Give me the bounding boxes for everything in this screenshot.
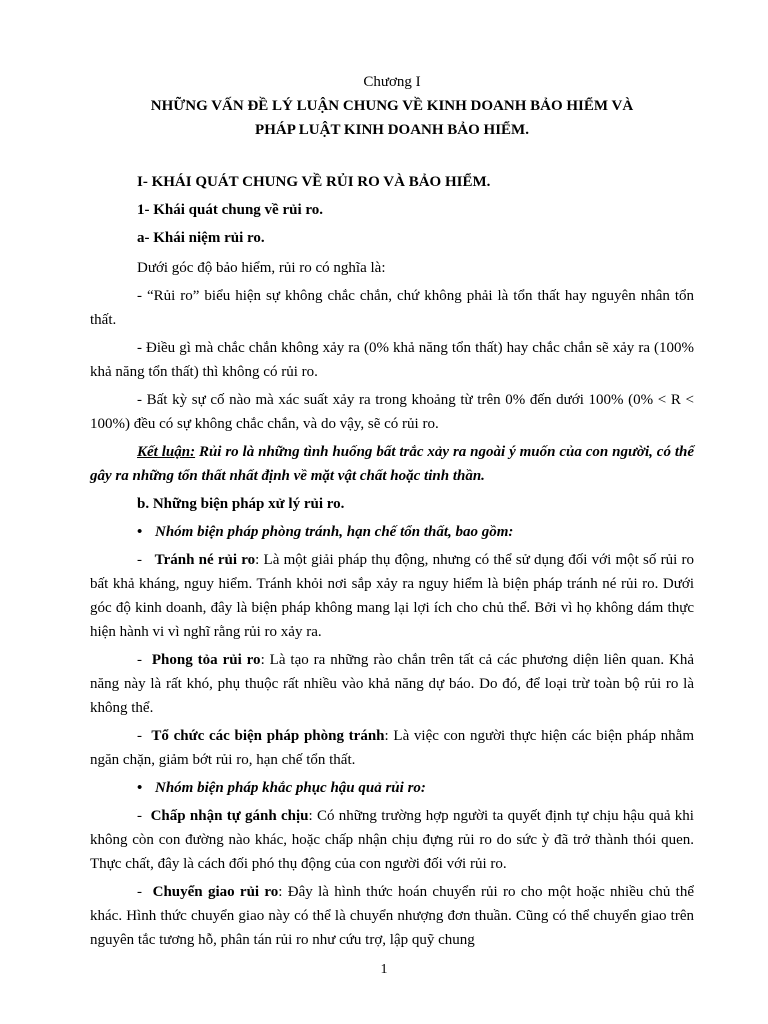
measure-4: - Chấp nhận tự gánh chịu: Có những trường hợp người ta quyết định tự chịu hậu quả khi không còn con đường nào khác, hoặc chấp nhận chịu đựng rủi ro do sức ỳ đã trở thành thói quen. Thực chất, đây là cách đối phó thụ động của con người đối với rủi ro.	[90, 808, 694, 872]
section-heading-1: 1- Khái quát chung về rủi ro.	[137, 202, 323, 218]
measure-1-term: Tránh né rủi ro	[154, 552, 256, 568]
bullet-group-1-label: Nhóm biện pháp phòng tránh, hạn chế tổn thất, bao gồm:	[155, 524, 514, 540]
title-line-2: PHÁP LUẬT KINH DOANH BẢO HIỂM.	[255, 122, 529, 138]
measure-3: - Tổ chức các biện pháp phòng tránh: Là việc con người thực hiện các biện pháp nhằm ngăn chặn, giảm bớt rủi ro, hạn chế tổn thất.	[90, 728, 694, 768]
list-item-3: - Bất kỳ sự cố nào mà xác suất xảy ra trong khoảng từ trên 0% đến dưới 100% (0% < R < 100%) đều có sự không chắc chắn, và do vậy, sẽ có rủi ro.	[90, 392, 694, 432]
title-line-1: NHỮNG VẤN ĐỀ LÝ LUẬN CHUNG VỀ KINH DOANH BẢO HIỂM VÀ	[150, 98, 634, 114]
measure-2-term: Phong tỏa rủi ro	[151, 652, 261, 668]
bullet-icon: •	[137, 780, 143, 796]
document-page	[90, 70, 694, 952]
chapter-heading: Chương I	[363, 74, 421, 90]
section-heading-I: I- KHÁI QUÁT CHUNG VỀ RỦI RO VÀ BẢO HIỂM.	[137, 174, 491, 190]
section-heading-a: a- Khái niệm rủi ro.	[137, 230, 265, 246]
measure-2: - Phong tỏa rủi ro: Là tạo ra những rào chắn trên tất cả các phương diện liên quan. Khả năng này là rất khó, phụ thuộc rất nhiều vào khả năng dự báo. Do đó, để loại trừ toàn bộ rủi ro là không thể.	[90, 652, 694, 716]
measure-3-term: Tổ chức các biện pháp phòng tránh	[151, 728, 385, 744]
list-item-1: - “Rủi ro” biểu hiện sự không chắc chắn, chứ không phải là tổn thất hay nguyên nhân tổn thất.	[90, 288, 694, 328]
intro-paragraph: Dưới góc độ bảo hiểm, rủi ro có nghĩa là:	[137, 260, 386, 276]
bullet-group-1	[90, 520, 694, 544]
measure-5-text: : Đây là hình thức hoán chuyển rủi ro cho một hoặc nhiều chủ thể khác. Hình thức chuyển giao này có thể là chuyển nhượng đơn thuần. Cũng có thể chuyển giao trên nguyên tắc tương hỗ, phân tán rủi ro như cứu trợ, lập quỹ chung	[90, 884, 694, 948]
conclusion-text: Rủi ro là những tình huống bất trắc xảy ra ngoài ý muốn của con người, có thể gây ra những tổn thất nhất định về mặt vật chất hoặc tinh thần.	[90, 444, 694, 484]
conclusion-label: Kết luận:	[137, 444, 196, 460]
bullet-group-2-label: Nhóm biện pháp khắc phục hậu quả rủi ro:	[155, 780, 426, 796]
page-number: 1	[380, 962, 388, 977]
measure-4-text: : Có những trường hợp người ta quyết định tự chịu hậu quả khi không còn con đường nào khác, hoặc chấp nhận chịu đựng rủi ro do sức ỳ đã trở thành thói quen. Thực chất, đây là cách đối phó thụ động của con người đối với rủi ro.	[90, 808, 694, 872]
measure-5-term: Chuyển giao rủi ro	[152, 884, 279, 900]
measure-4-term: Chấp nhận tự gánh chịu	[150, 808, 309, 824]
measure-3-text: : Là việc con người thực hiện các biện pháp nhằm ngăn chặn, giảm bớt rủi ro, hạn chế tổn thất.	[90, 728, 694, 768]
measure-1-text: : Là một giải pháp thụ động, nhưng có thể sử dụng đối với một số rủi ro bất khả kháng, nguy hiểm. Tránh khỏi nơi sắp xảy ra nguy hiểm là biện pháp tránh né rủi ro. Dưới góc độ kinh doanh, đây là biện pháp không mang lại lợi ích cho chủ thể. Bởi vì họ không dám thực hiện hành vi vì nghĩ rằng rủi ro xảy ra.	[90, 552, 694, 640]
bullet-group-2	[90, 776, 694, 800]
bullet-icon: •	[137, 524, 143, 540]
section-heading-b: b. Những biện pháp xử lý rủi ro.	[137, 496, 345, 512]
conclusion-paragraph	[90, 440, 694, 488]
measure-1: - Tránh né rủi ro: Là một giải pháp thụ động, nhưng có thể sử dụng đối với một số rủi ro bất khả kháng, nguy hiểm. Tránh khỏi nơi sắp xảy ra nguy hiểm là biện pháp tránh né rủi ro. Dưới góc độ kinh doanh, đây là biện pháp không mang lại lợi ích cho chủ thể. Bởi vì họ không dám thực hiện hành vi vì nghĩ rằng rủi ro xảy ra.	[90, 552, 694, 640]
measure-2-text: : Là tạo ra những rào chắn trên tất cả các phương diện liên quan. Khả năng này là rất khó, phụ thuộc rất nhiều vào khả năng dự báo. Do đó, để loại trừ toàn bộ rủi ro là không thể.	[90, 652, 694, 716]
measure-5: - Chuyển giao rủi ro: Đây là hình thức hoán chuyển rủi ro cho một hoặc nhiều chủ thể khác. Hình thức chuyển giao này có thể là chuyển nhượng đơn thuần. Cũng có thể chuyển giao trên nguyên tắc tương hỗ, phân tán rủi ro như cứu trợ, lập quỹ chung	[90, 884, 694, 948]
list-item-2: - Điều gì mà chắc chắn không xảy ra (0% khả năng tổn thất) hay chắc chắn sẽ xảy ra (100% khả năng tổn thất) thì không có rủi ro.	[90, 340, 694, 380]
